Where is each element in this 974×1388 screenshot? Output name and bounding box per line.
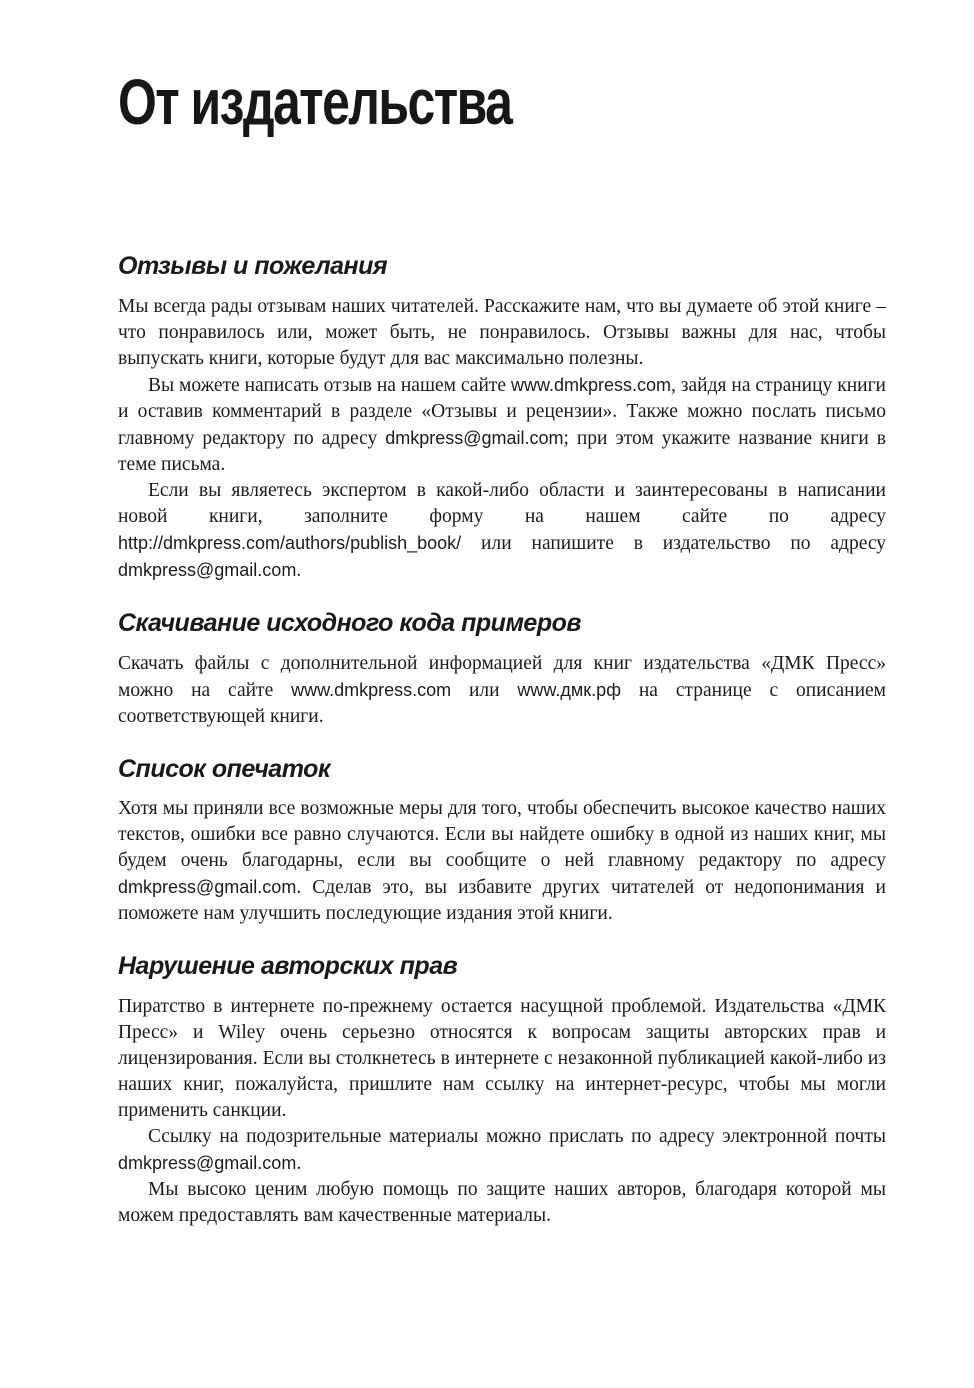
body-text-run: Пиратство в интернете по-прежнему остается насущной проблемой. Издательства «ДМК Пресс» и Wiley очень серьезно относятся к вопросам защиты авторских прав и лицензирования. Если вы столкнетесь в интернете с незаконной публикацией какой-либо из наших книг, пожалуйста, пришлите нам ссылку на интернет-ресурс, чтобы мы могли применить санкции.: [118, 996, 886, 1121]
paragraph: [118, 294, 886, 372]
paragraph: [118, 1124, 886, 1177]
section-heading-errata: Список опечаток: [118, 754, 331, 783]
chapter-title: От издательства: [118, 66, 512, 138]
url-text-run: dmkpress@gmail.com: [118, 1153, 297, 1173]
section-heading-copyright: Нарушение авторских прав: [118, 952, 458, 981]
body-text-run: Если вы являетесь экспертом в какой-либо области и заинтересованы в написании новой книги, заполните форму на нашем сайте по адресу: [118, 479, 886, 527]
paragraph: [118, 1177, 886, 1229]
body-text-run: Мы высоко ценим любую помощь по защите наших авторов, благодаря которой мы можем предоставлять вам качественные материалы.: [118, 1179, 886, 1226]
body-text-run: . Сделав это, вы избавите других читателей от недопонимания и поможете нам улучшить последующие издания этой книги.: [118, 877, 886, 925]
paragraph: [118, 796, 886, 927]
body-text-run: ; при этом укажите название книги в теме письма.: [118, 427, 886, 475]
body-text-run: .: [296, 559, 302, 581]
body-text-run: , зайдя на страницу книги и оставив комментарий в разделе «Отзывы и рецензии». Также можно послать письмо главному редактору по адресу: [118, 374, 886, 449]
section-source-code-download: [118, 609, 886, 730]
paragraph: [118, 994, 886, 1124]
section-copyright-infringement: [118, 952, 886, 1229]
paragraph: [118, 651, 886, 730]
section-errata: [118, 755, 886, 928]
body-text-run: Ссылку на подозрительные материалы можно прислать по адресу электронной почты: [148, 1126, 886, 1147]
body-text-run: .: [296, 1153, 302, 1174]
body-text-run: или: [451, 679, 518, 701]
body-text-run: Хотя мы приняли все возможные меры для того, чтобы обеспечить высокое качество наших текстов, ошибки все равно случаются. Если вы найдете ошибку в одной из наших книг, мы будем очень благодарны, если вы сообщите о ней главному редактору по адресу: [118, 798, 886, 872]
body-text-run: Скачать файлы с дополнительной информацией для книг издательства «ДМК Пресс» можно на сайте: [118, 652, 886, 701]
paragraph: [118, 478, 886, 584]
body-text-run: на странице с описанием соответствующей книги.: [118, 679, 886, 727]
url-text-run: http://dmkpress.com/authors/publish_book/: [118, 532, 462, 553]
url-text-run: dmkpress@gmail.com: [118, 559, 297, 580]
body-text-run: Вы можете написать отзыв на нашем сайте: [148, 374, 511, 396]
section-heading-source-code: Скачивание исходного кода примеров: [118, 608, 581, 637]
url-text-run: www.дмк.рф: [517, 679, 622, 700]
url-text-run: dmkpress@gmail.com: [118, 877, 297, 898]
body-text-run: или напишите в издательство по адресу: [461, 532, 886, 554]
body-text-run: Мы всегда рады отзывам наших читателей. Расскажите нам, что вы думаете об этой книге – что понравилось или, может быть, не понравилось. Отзывы важны для нас, чтобы выпускать книги, которые будут для вас максимально полезны.: [118, 295, 886, 369]
paragraph: [118, 372, 886, 478]
section-feedback: [118, 252, 886, 584]
url-text-run: www.dmkpress.com: [291, 679, 452, 700]
url-text-run: dmkpress@gmail.com: [385, 427, 564, 448]
section-heading-feedback: Отзывы и пожелания: [118, 252, 388, 280]
url-text-run: www.dmkpress.com: [510, 374, 672, 395]
